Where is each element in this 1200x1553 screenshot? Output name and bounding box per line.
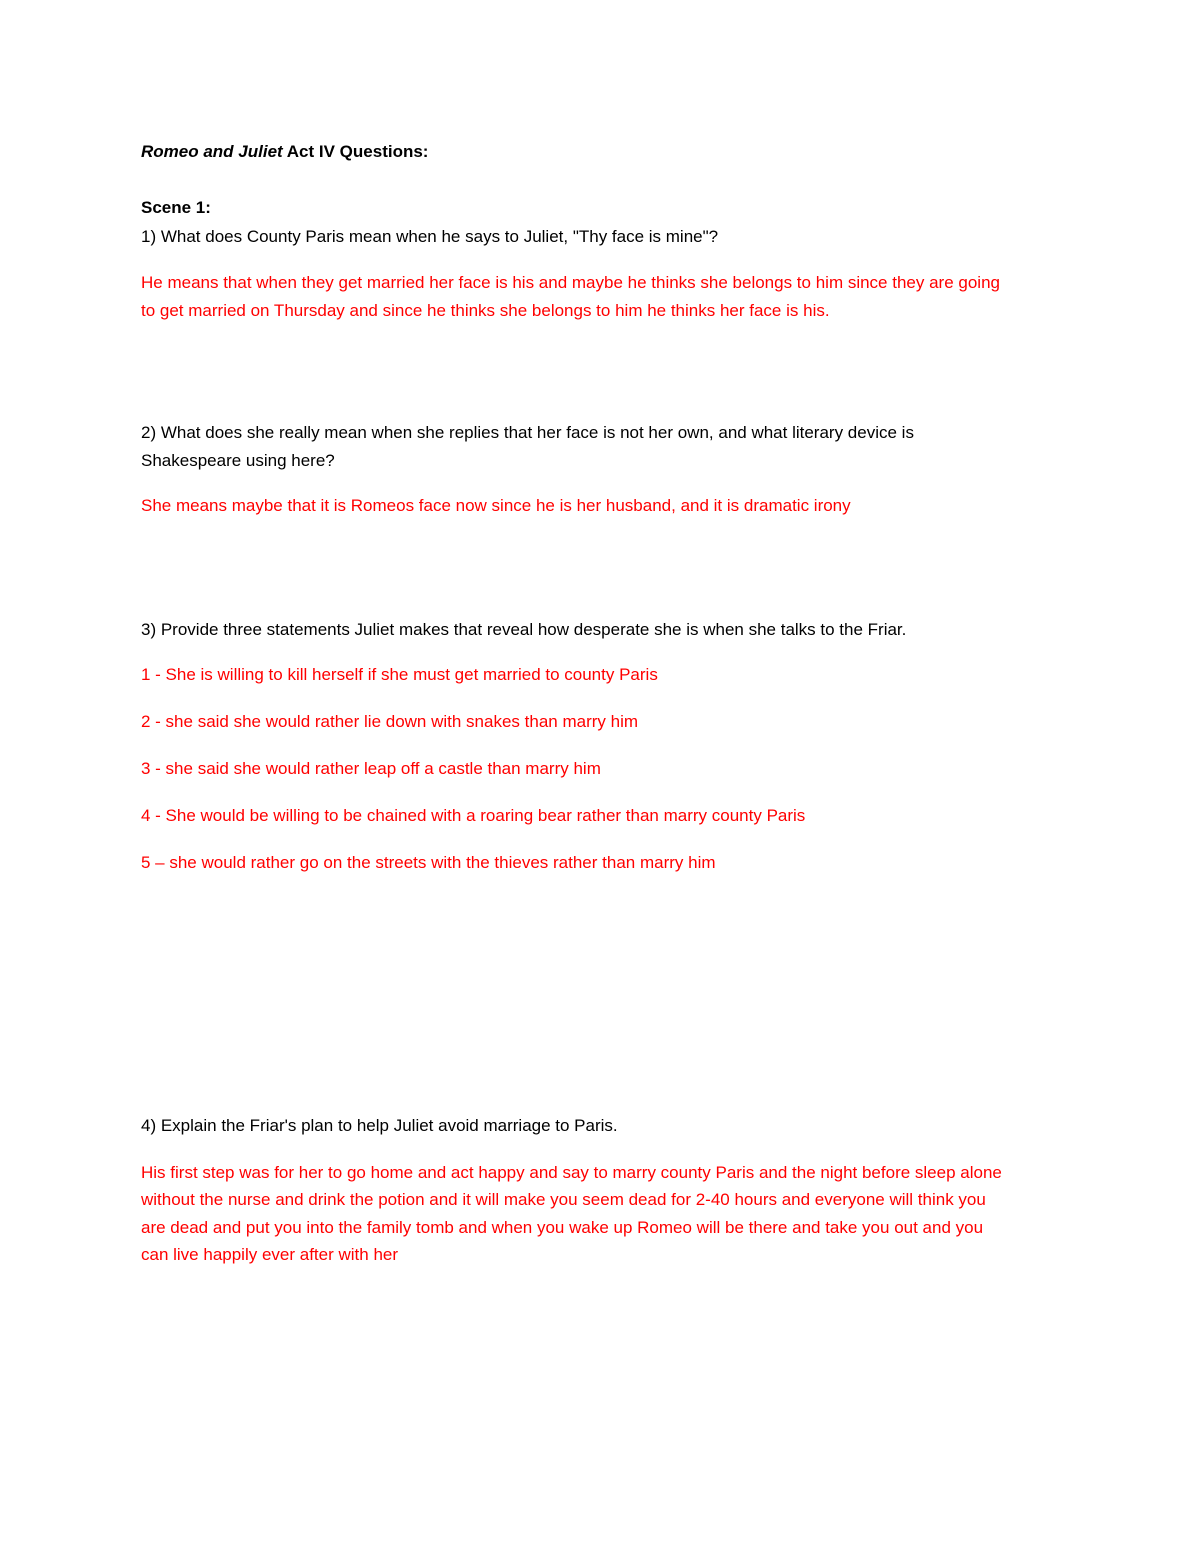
- answer-4-line-2: without the nurse and drink the potion and it will make you seem dead for 2-40 hours and everyone will think you: [141, 1190, 986, 1209]
- title-work: Romeo and Juliet: [141, 142, 283, 161]
- scene-heading: Scene 1:: [141, 198, 211, 217]
- answer-3-item-4: 4 - She would be willing to be chained with a roaring bear rather than marry county Paris: [141, 806, 806, 825]
- answer-3-item-2: 2 - she said she would rather lie down with snakes than marry him: [141, 712, 639, 731]
- answer-4-line-1: His first step was for her to go home and act happy and say to marry county Paris and the night before sleep alone: [141, 1163, 1002, 1182]
- answer-4-line-4: can live happily ever after with her: [141, 1245, 399, 1264]
- answer-3-item-1: 1 - She is willing to kill herself if she must get married to county Paris: [141, 665, 658, 684]
- question-2-line-2: Shakespeare using here?: [141, 451, 335, 470]
- answer-4-line-3: are dead and put you into the family tomb and when you wake up Romeo will be there and take you out and you: [141, 1218, 984, 1237]
- question-3: 3) Provide three statements Juliet makes that reveal how desperate she is when she talks to the Friar.: [141, 620, 907, 639]
- question-1: 1) What does County Paris mean when he says to Juliet, "Thy face is mine"?: [141, 227, 719, 246]
- document-title: [141, 141, 428, 163]
- question-2-line-1: 2) What does she really mean when she replies that her face is not her own, and what literary device is: [141, 423, 914, 442]
- answer-1-line-1: He means that when they get married her face is his and maybe he thinks she belongs to him since they are going: [141, 273, 1000, 292]
- answer-2: She means maybe that it is Romeos face now since he is her husband, and it is dramatic irony: [141, 496, 851, 515]
- answer-1-line-2: to get married on Thursday and since he thinks she belongs to him he thinks her face is his.: [141, 301, 830, 320]
- answer-3-item-3: 3 - she said she would rather leap off a castle than marry him: [141, 759, 601, 778]
- answer-3-item-5: 5 – she would rather go on the streets with the thieves rather than marry him: [141, 853, 716, 872]
- question-4: 4) Explain the Friar's plan to help Juliet avoid marriage to Paris.: [141, 1116, 618, 1135]
- title-rest: Act IV Questions:: [282, 142, 429, 161]
